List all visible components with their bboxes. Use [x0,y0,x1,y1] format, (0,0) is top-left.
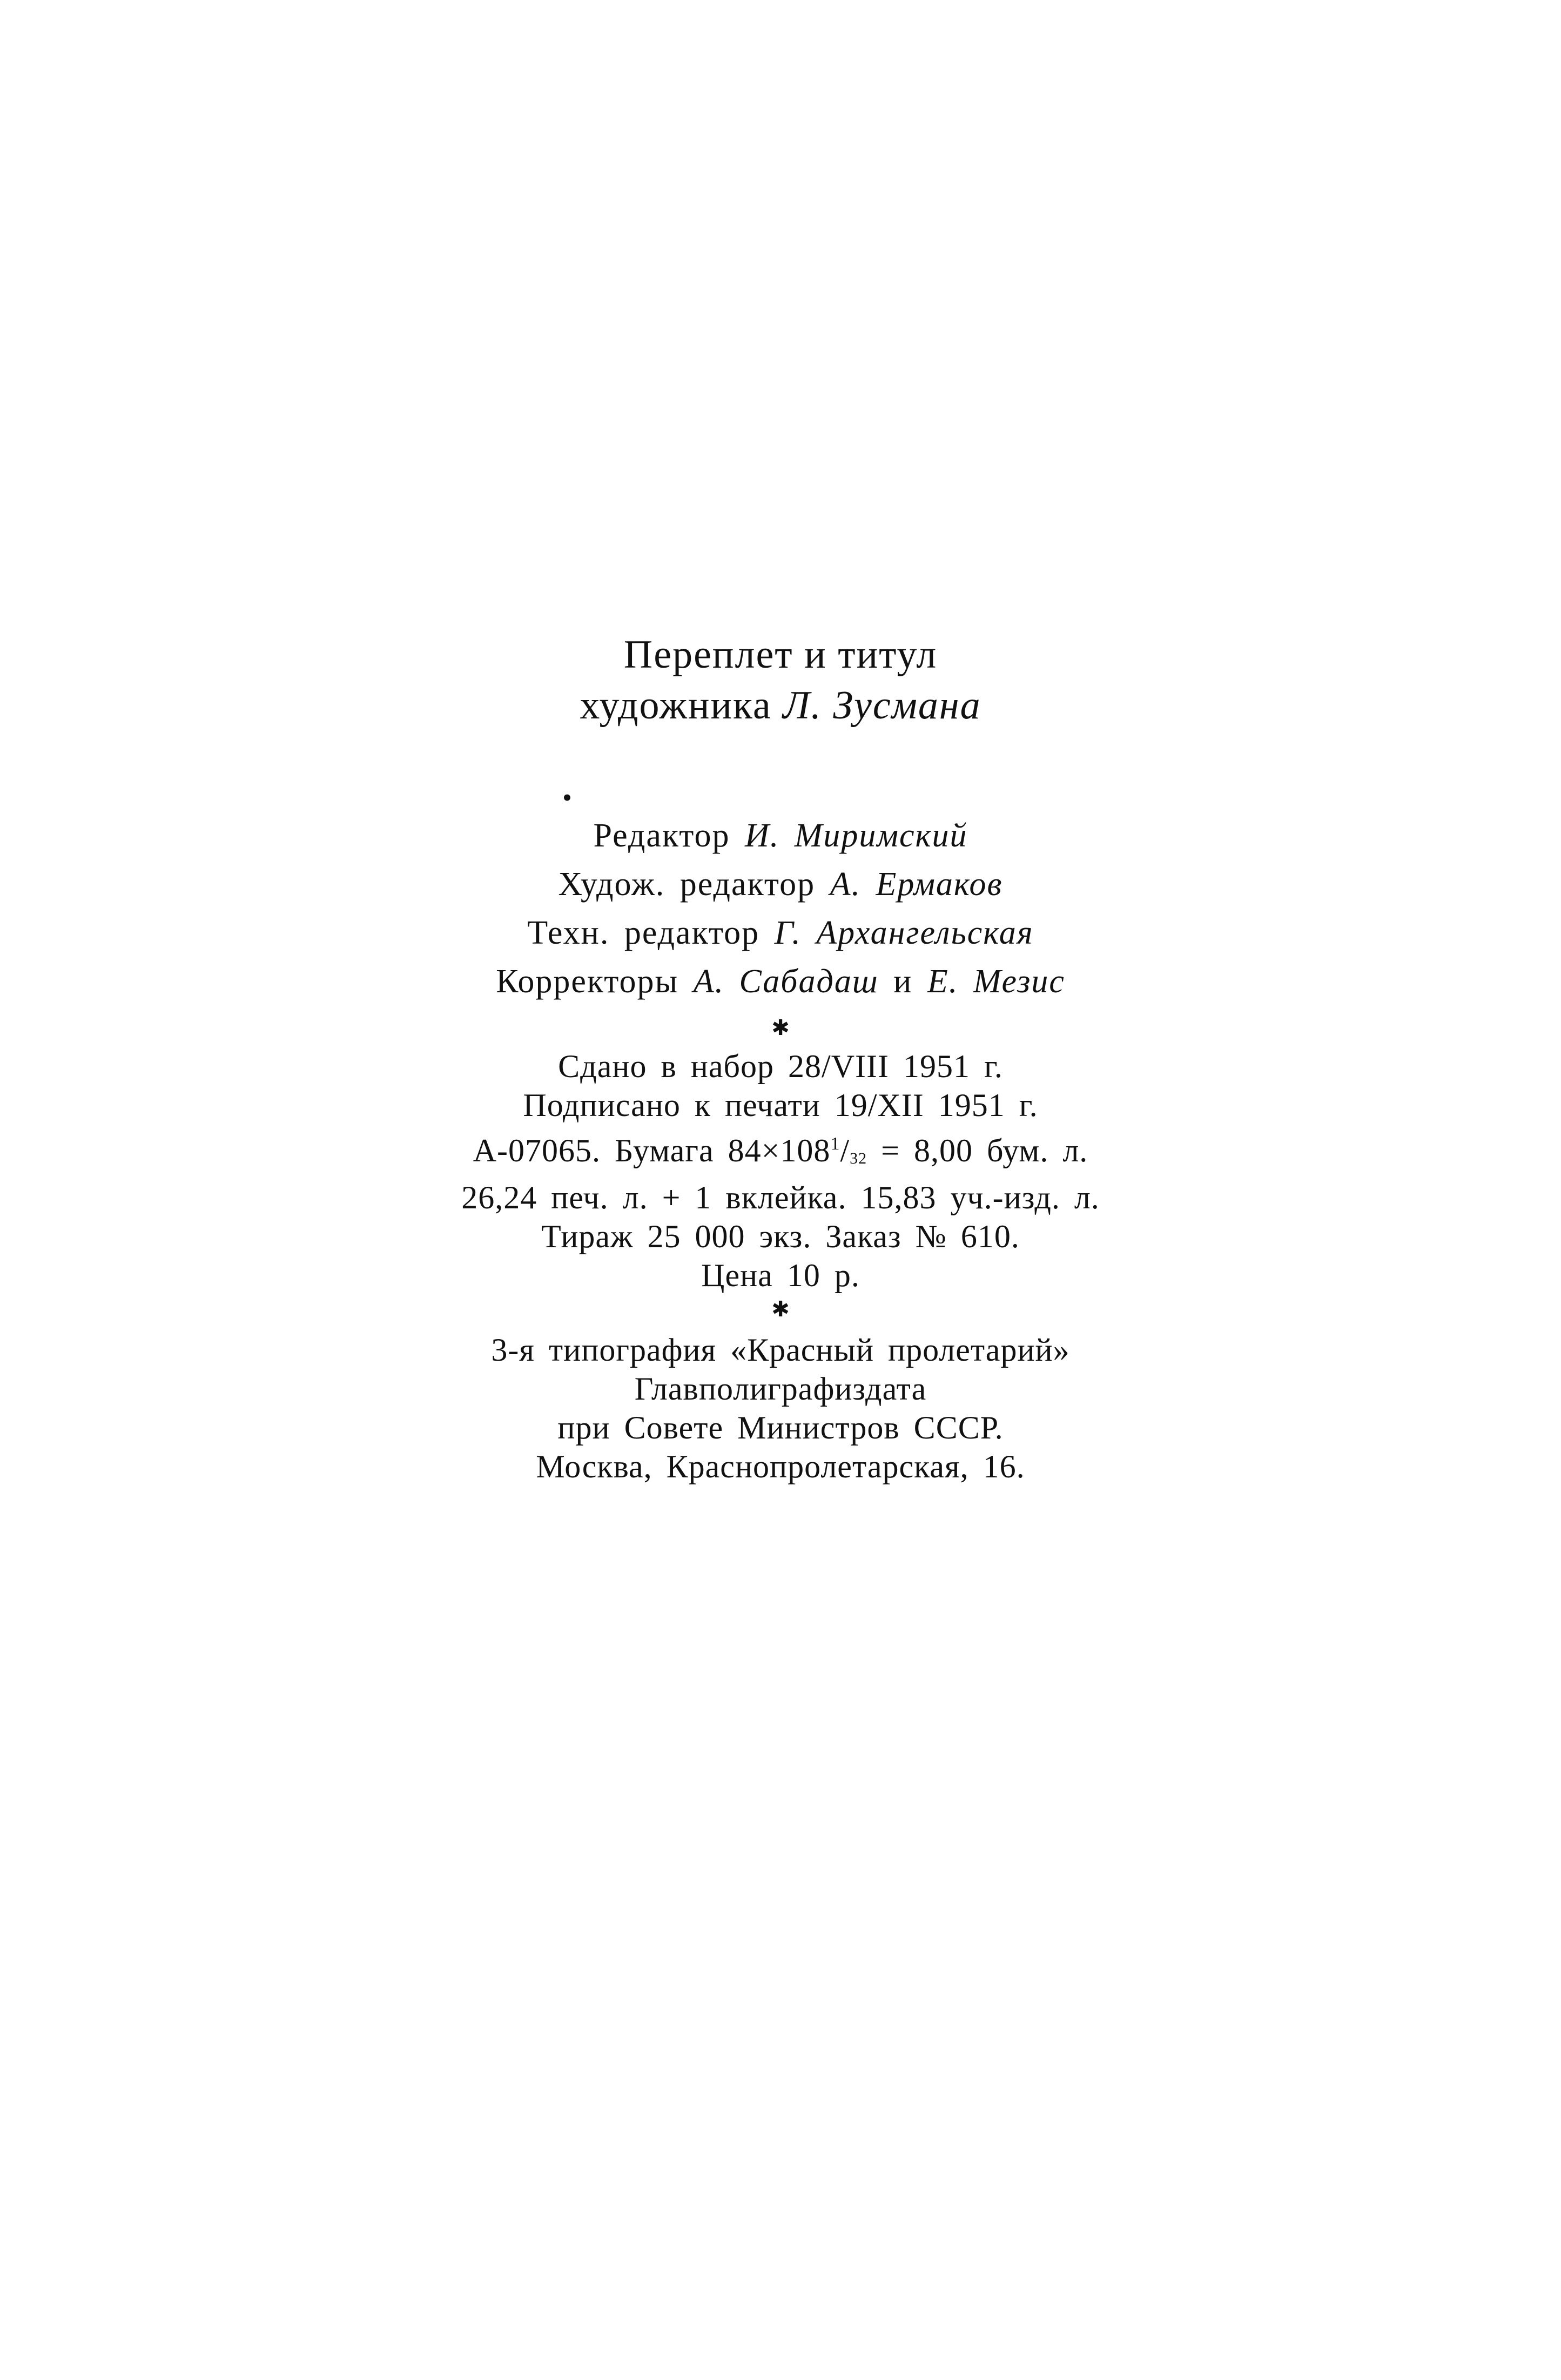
tech-editor-line [0,909,1561,957]
printer-separator-mark: ✱ [771,1297,790,1322]
staff-separator-mark: • [561,788,573,809]
artist-name: Л. Зусмана [783,683,981,728]
artist-line [0,680,1561,731]
tech-editor-name: Г. Архангельская [774,915,1034,951]
editor-name: И. Миримский [745,817,968,854]
signed-date-line: Подписано к печати 19/XII 1951 г. [523,1087,1038,1123]
printer-name-line: 3-я типография «Красный пролетарий» [491,1332,1070,1368]
proofreaders-conjunction: и [893,963,913,1000]
art-editor-line [0,860,1561,909]
proofreaders-role: Корректоры [496,963,679,1000]
printer-address-line: Москва, Краснопролетарская, 16. [536,1449,1025,1484]
paper-format-line [0,1125,1561,1178]
proofreaders-line [0,957,1561,1006]
binding-title-line: Переплет и титул [623,633,938,677]
price-line: Цена 10 р. [701,1258,860,1293]
staff-list [0,811,1561,1006]
paper-fraction-denominator: 32 [850,1149,867,1167]
circulation-line: Тираж 25 000 экз. Заказ № 610. [541,1219,1020,1254]
proofreader-1-name: А. Сабадаш [693,963,879,1000]
printer-authority-line: при Совете Министров СССР. [557,1410,1004,1446]
print-info-separator-mark: ✱ [771,1016,790,1040]
typeset-date-line: Сдано в набор 28/VIII 1951 г. [558,1048,1003,1084]
tech-editor-role: Техн. редактор [527,915,760,951]
paper-fraction-numerator: 1 [830,1134,840,1154]
paper-format-prefix: А-07065. Бумага 84×108 [473,1133,831,1168]
paper-fraction-separator: / [840,1133,850,1168]
proofreader-2-name: Е. Мезис [927,963,1065,1000]
art-editor-role: Худож. редактор [558,866,816,903]
binding-credits [0,629,1561,731]
artist-prefix: художника [580,683,772,728]
editor-line [0,811,1561,860]
sheets-line: 26,24 печ. л. + 1 вклейка. 15,83 уч.-изд. л. [461,1180,1100,1215]
print-info [0,1047,1561,1295]
printer-info [0,1330,1561,1486]
editor-role: Редактор [593,817,730,854]
art-editor-name: А. Ермаков [830,866,1003,903]
paper-format-suffix: = 8,00 бум. л. [867,1133,1088,1168]
printer-agency-line: Главполиграфиздата [634,1371,927,1407]
